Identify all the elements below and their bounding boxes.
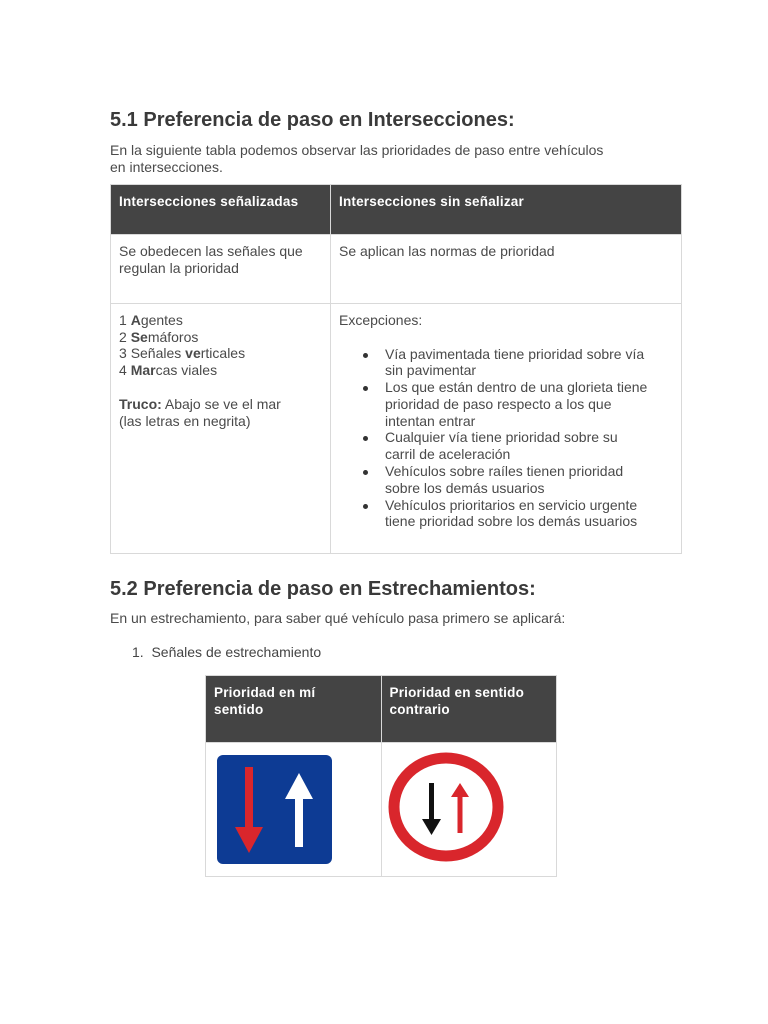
mnemonic-item: 2 Semáforos	[119, 328, 199, 345]
list-item: Cualquier vía tiene prioridad sobre su carril de aceleración	[385, 429, 673, 463]
exceptions-list	[339, 346, 673, 531]
mnemonic-item: 1 Agentes	[119, 312, 183, 328]
mnemonic-list	[119, 312, 322, 378]
list-item: Los que están dentro de una glorieta tiene prioridad de paso respecto a los que intentan entrar	[385, 379, 673, 429]
mnemonic-item: 4 Marcas viales	[119, 361, 218, 378]
cell-sign-give-way	[381, 743, 557, 877]
intersections-table	[110, 184, 682, 554]
intro-paragraph-narrowings: En un estrechamiento, para saber qué vehículo pasa primero se aplicará:	[110, 610, 566, 626]
header-signposted: Intersecciones señalizadas	[111, 185, 331, 235]
cell-sign-priority	[206, 743, 382, 877]
cell-mnemonic	[111, 304, 331, 554]
truco-note: Truco: Abajo se ve el mar (las letras en negrita)	[119, 396, 281, 429]
section-title-narrowings: 5.2 Preferencia de paso en Estrechamientos:	[110, 578, 536, 600]
priority-over-oncoming-sign-icon	[215, 753, 335, 867]
header-priority-opposite-direction: Prioridad en sentido contrario	[381, 676, 557, 743]
intro-paragraph-intersections: En la siguiente tabla podemos observar las prioridades de paso entre vehículos en intersecciones.	[110, 142, 604, 175]
narrowing-signs-table	[205, 675, 557, 877]
section-title-intersections: 5.1 Preferencia de paso en Intersecciones:	[110, 109, 515, 131]
give-way-to-oncoming-sign-icon	[388, 751, 506, 863]
mnemonic-item: 3 Señales verticales	[119, 345, 246, 361]
steps-list	[132, 644, 321, 661]
exceptions-label: Excepciones:	[339, 312, 423, 328]
header-priority-my-direction: Prioridad en mí sentido	[206, 676, 382, 743]
cell-priority-rules: Se aplican las normas de prioridad	[331, 235, 682, 304]
list-item: Vehículos prioritarios en servicio urgente tiene prioridad sobre los demás usuarios	[385, 497, 673, 531]
list-item: 1. Señales de estrechamiento	[132, 644, 322, 660]
list-item: Vía pavimentada tiene prioridad sobre vía sin pavimentar	[385, 346, 673, 380]
header-unsignposted: Intersecciones sin señalizar	[331, 185, 682, 235]
list-item: Vehículos sobre raíles tienen prioridad sobre los demás usuarios	[385, 463, 673, 497]
cell-exceptions	[331, 304, 682, 554]
cell-obey-signals: Se obedecen las señales que regulan la prioridad	[111, 235, 331, 304]
